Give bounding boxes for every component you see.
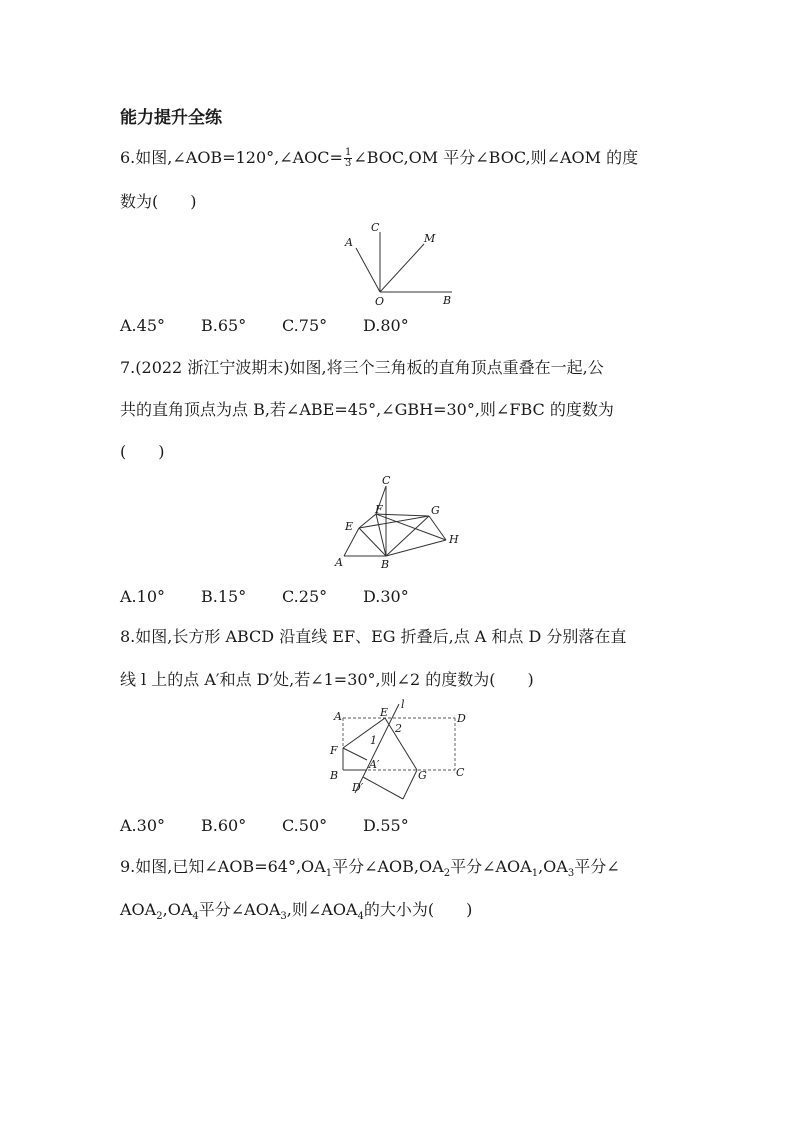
q9-l2-a: AOA [120, 900, 157, 919]
q8-label-l: l [401, 698, 405, 711]
q6-figure [340, 218, 460, 308]
q6-line1 [120, 148, 638, 169]
q6-label-m: M [424, 232, 436, 245]
q8-line-l [355, 704, 399, 793]
q6-options [120, 316, 409, 336]
q8-label-dprime: D′ [352, 781, 364, 794]
q7-option-d: D.30° [363, 587, 409, 606]
q6-fraction-num: 1 [344, 147, 352, 158]
q9-l1-b: 平分∠AOB,OA [332, 857, 444, 876]
q9-l1-sub4: 3 [567, 868, 575, 880]
q9-l1-e: 平分∠ [574, 857, 620, 876]
q8-option-c: C.50° [282, 816, 328, 835]
q9-l2-b: ,OA [162, 900, 193, 919]
q8-label-b: B [330, 769, 339, 782]
q7-line2: 共的直角顶点为点 B,若∠ABE=45°,∠GBH=30°,则∠FBC 的度数为 [120, 400, 614, 419]
q7-label-c: C [382, 474, 391, 487]
q9-l1-a: 9.如图,已知∠AOB=64°,OA [120, 857, 326, 876]
q6-text-b: ∠BOC,OM 平分∠BOC,则∠AOM 的度 [353, 148, 639, 167]
section-title: 能力提升全练 [120, 108, 222, 128]
q9-l2-sub1: 2 [156, 911, 163, 923]
q6-ray-oa [356, 248, 380, 292]
q8-figure [325, 698, 475, 806]
q6-fraction [344, 148, 352, 169]
q6-label-o: O [375, 295, 385, 308]
q6-label-a: A [345, 236, 353, 249]
q7-label-g: G [431, 504, 440, 517]
q7-seg-fg [376, 514, 429, 516]
q9-l1-sub3: 1 [531, 868, 539, 880]
q9-l2-c: 平分∠AOA [198, 900, 281, 919]
q8-label-d: D [457, 712, 466, 725]
q6-label-c: C [371, 221, 380, 234]
q9-l1-c: 平分∠AOA [450, 857, 532, 876]
q8-label-c: C [456, 766, 465, 779]
q8-line2: 线 l 上的点 A′和点 D′处,若∠1=30°,则∠2 的度数为( ) [120, 670, 534, 689]
q7-seg-eb [359, 528, 386, 556]
q8-line1: 8.如图,长方形 ABCD 沿直线 EF、EG 折叠后,点 A 和点 D 分别落在直 [120, 627, 627, 646]
q8-options [120, 816, 409, 836]
q8-option-b: B.60° [201, 816, 247, 835]
q9-l2-e: 的大小为( ) [363, 900, 473, 919]
q7-seg-fb [376, 514, 386, 556]
q8-label-f: F [330, 744, 338, 757]
q7-label-a: A [335, 556, 343, 569]
q8-option-a: A.30° [120, 816, 165, 835]
q8-label-1: 1 [370, 734, 377, 747]
q8-seg-fap [343, 748, 367, 760]
q8-option-d: D.55° [363, 816, 409, 835]
q6-option-b: B.65° [201, 316, 247, 335]
q9-l2-d: ,则∠AOA [286, 900, 358, 919]
q9-l2-sub4: 4 [357, 911, 364, 923]
q7-line3: ( ) [120, 442, 165, 461]
q6-text-a: 6.如图,∠AOB=120°,∠AOC= [120, 148, 343, 167]
q7-line1: 7.(2022 浙江宁波期末)如图,将三个三角板的直角顶点重叠在一起,公 [120, 358, 604, 377]
q7-option-a: A.10° [120, 587, 165, 606]
q8-seg-g-corner [403, 770, 417, 799]
q7-option-b: B.15° [201, 587, 247, 606]
q9-l1-sub2: 2 [443, 868, 451, 880]
q6-label-b: B [443, 294, 452, 307]
q9-l2-sub3: 3 [280, 911, 287, 923]
q6-fraction-den: 3 [344, 158, 352, 169]
q9-l1-sub1: 1 [325, 868, 333, 880]
q8-label-aprime: A′ [369, 758, 380, 771]
q7-label-h: H [449, 533, 459, 546]
q7-label-b: B [381, 558, 390, 571]
q8-seg-corner-dp [363, 777, 403, 799]
q7-options [120, 587, 409, 607]
q9-line1 [120, 857, 620, 884]
q8-seg-ef [343, 718, 385, 748]
q6-line2: 数为( ) [120, 192, 197, 211]
q8-label-a: A [334, 710, 342, 723]
q6-ray-om [380, 244, 424, 292]
q8-label-e: E [380, 706, 389, 719]
q7-option-c: C.25° [282, 587, 328, 606]
q9-l1-d: ,OA [538, 857, 568, 876]
q8-label-2: 2 [395, 722, 402, 735]
q6-option-a: A.45° [120, 316, 165, 335]
q9-line2 [120, 900, 472, 927]
q9-l2-sub2: 4 [192, 911, 199, 923]
q6-option-c: C.75° [282, 316, 328, 335]
q8-label-g: G [418, 769, 427, 782]
q7-figure [330, 472, 470, 572]
q6-option-d: D.80° [363, 316, 409, 335]
q7-label-f: F [375, 503, 383, 516]
q7-label-e: E [345, 520, 354, 533]
